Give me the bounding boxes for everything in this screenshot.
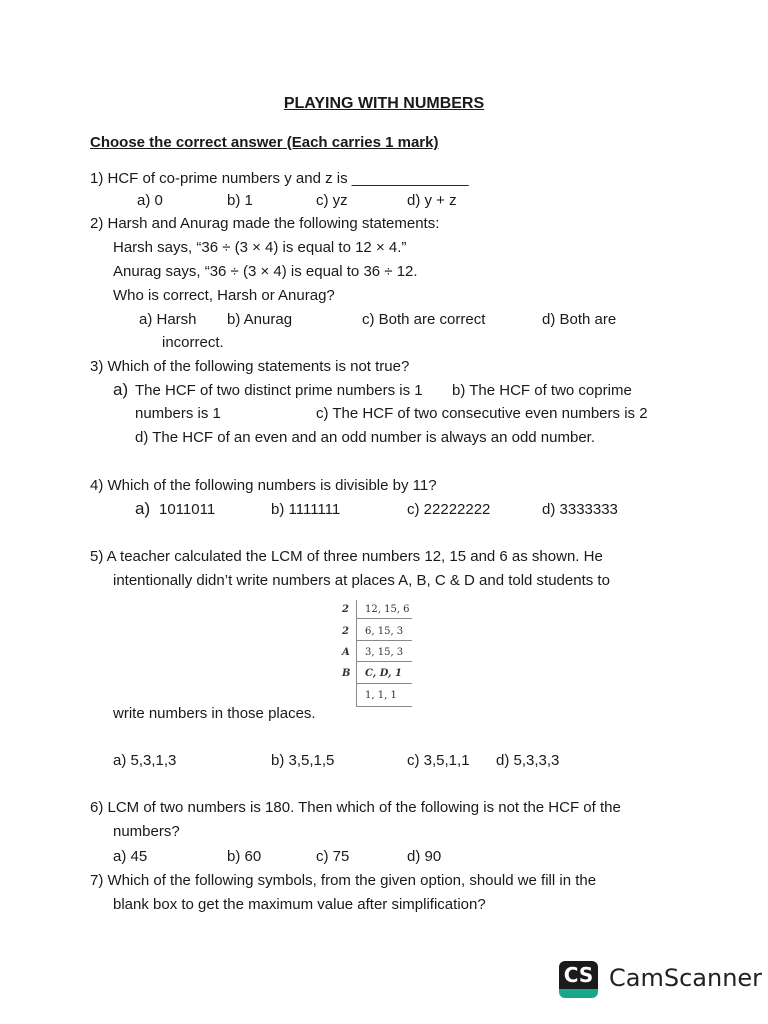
dividend-row: 3, 15, 3 bbox=[365, 647, 404, 658]
q3-option-b: b) The HCF of two coprime bbox=[452, 382, 632, 399]
q7-line1: 7) Which of the following symbols, from the given option, should we fill in the bbox=[90, 872, 597, 889]
q5-line1: 5) A teacher calculated the LCM of three numbers 12, 15 and 6 as shown. He bbox=[90, 548, 603, 565]
q5-option-d: d) 5,3,3,3 bbox=[496, 752, 560, 769]
dividend-row: C, D, 1 bbox=[365, 668, 402, 679]
q5-option-a: a) 5,3,1,3 bbox=[113, 752, 177, 769]
division-rule bbox=[356, 661, 412, 662]
q2-option-c: c) Both are correct bbox=[362, 311, 486, 328]
q1-option-d: d) y + z bbox=[407, 192, 457, 209]
q4-option-b: b) 1111111 bbox=[271, 501, 341, 518]
dividend-row: 12, 15, 6 bbox=[365, 604, 410, 615]
division-rule bbox=[356, 683, 412, 684]
divisor: 2 bbox=[342, 604, 349, 615]
q2-option-d: d) Both are bbox=[542, 311, 617, 328]
q4-option-c: c) 22222222 bbox=[407, 501, 491, 518]
q3-line1: 3) Which of the following statements is not true? bbox=[90, 358, 410, 375]
q2-line3: Anurag says, “36 ÷ (3 × 4) is equal to 36 ÷ 12. bbox=[113, 263, 418, 280]
divisor: B bbox=[342, 668, 351, 679]
camscanner-watermark: CamScanner bbox=[609, 964, 763, 992]
dividend-row: 6, 15, 3 bbox=[365, 626, 404, 637]
camscanner-logo-icon bbox=[559, 961, 598, 998]
q1-option-b: b) 1 bbox=[227, 192, 253, 209]
q4-line1: 4) Which of the following numbers is divisible by 11? bbox=[90, 477, 437, 494]
q5-option-c: c) 3,5,1,1 bbox=[407, 752, 470, 769]
q5-line2: intentionally didn’t write numbers at places A, B, C & D and told students to bbox=[113, 572, 610, 589]
instruction: Choose the correct answer (Each carries 1 mark) bbox=[90, 134, 439, 151]
q1-option-c: c) yz bbox=[316, 192, 348, 209]
q5-line3: write numbers in those places. bbox=[113, 705, 316, 722]
camscanner-badge-text: CS bbox=[563, 963, 594, 987]
q6-line2: numbers? bbox=[113, 823, 180, 840]
lcm-division-figure bbox=[336, 600, 416, 710]
q6-option-c: c) 75 bbox=[316, 848, 350, 865]
q4-option-a-marker: a) bbox=[135, 499, 151, 518]
q4-option-a: 1011011 bbox=[159, 501, 216, 518]
q7-line2: blank box to get the maximum value after simplification? bbox=[113, 896, 486, 913]
page-title: PLAYING WITH NUMBERS bbox=[283, 95, 485, 112]
q3-option-b-continued: numbers is 1 bbox=[135, 405, 221, 422]
q1-option-a: a) 0 bbox=[137, 192, 163, 209]
division-rule bbox=[356, 618, 412, 619]
q6-option-b: b) 60 bbox=[227, 848, 262, 865]
q6-option-a: a) 45 bbox=[113, 848, 148, 865]
q3-option-a-marker: a) bbox=[113, 380, 129, 399]
q1-text: 1) HCF of co-prime numbers y and z is ______________ bbox=[90, 170, 469, 187]
division-rule bbox=[356, 706, 412, 707]
q2-option-a: a) Harsh bbox=[139, 311, 197, 328]
q6-option-d: d) 90 bbox=[407, 848, 442, 865]
q2-option-d-continued: incorrect. bbox=[162, 334, 224, 351]
q2-line2: Harsh says, “36 ÷ (3 × 4) is equal to 12 × 4.” bbox=[113, 239, 407, 256]
q3-option-d: d) The HCF of an even and an odd number is always an odd number. bbox=[135, 429, 595, 446]
q6-line1: 6) LCM of two numbers is 180. Then which of the following is not the HCF of the bbox=[90, 799, 621, 816]
q3-option-c: c) The HCF of two consecutive even numbers is 2 bbox=[316, 405, 648, 422]
q2-line1: 2) Harsh and Anurag made the following statements: bbox=[90, 215, 440, 232]
division-vertical-line bbox=[356, 600, 357, 706]
q2-option-b: b) Anurag bbox=[227, 311, 293, 328]
q2-line4: Who is correct, Harsh or Anurag? bbox=[113, 287, 335, 304]
division-rule bbox=[356, 640, 412, 641]
q4-option-d: d) 3333333 bbox=[542, 501, 618, 518]
q5-option-b: b) 3,5,1,5 bbox=[271, 752, 335, 769]
dividend-row: 1, 1, 1 bbox=[365, 690, 397, 701]
q3-option-a: The HCF of two distinct prime numbers is 1 bbox=[135, 382, 423, 399]
divisor: 2 bbox=[342, 626, 349, 637]
divisor: A bbox=[342, 647, 350, 658]
